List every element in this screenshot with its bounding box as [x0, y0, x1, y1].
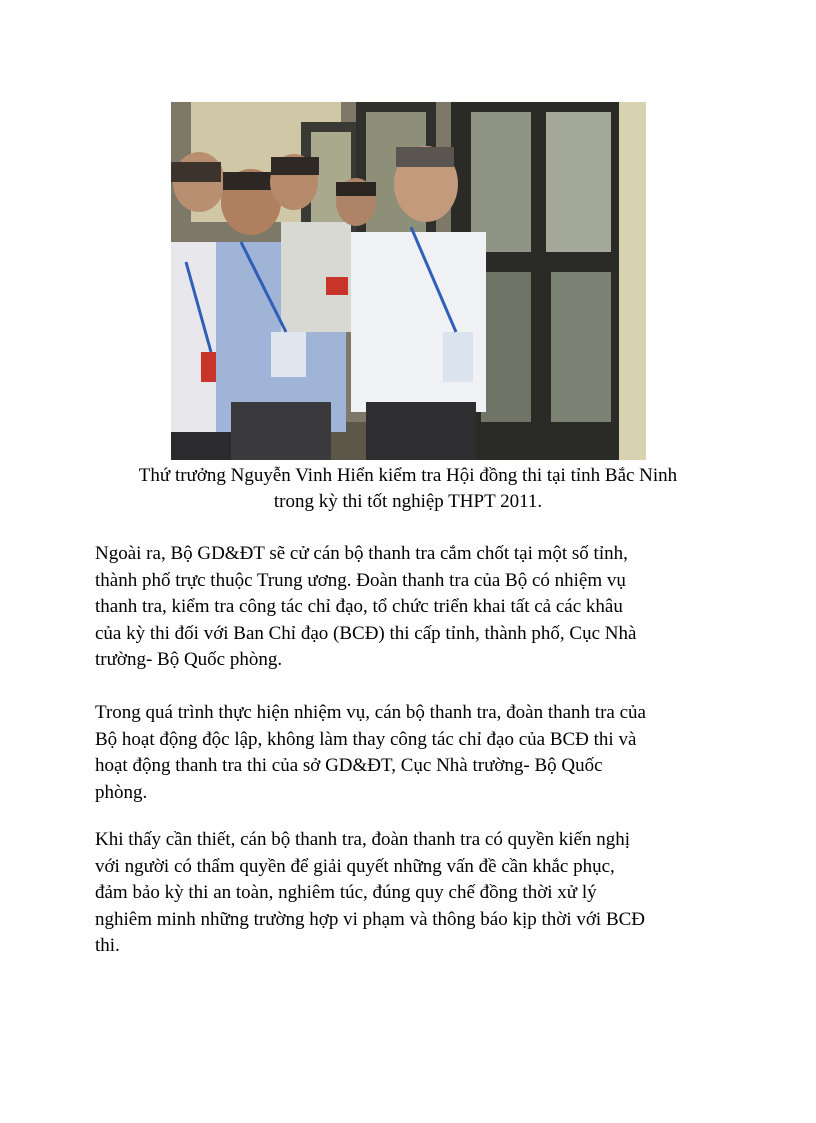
news-photo [171, 102, 646, 460]
paragraph-line: của kỳ thi đối với Ban Chỉ đạo (BCĐ) thi cấp tỉnh, thành phố, Cục Nhà [95, 622, 637, 644]
paragraph-line: Trong quá trình thực hiện nhiệm vụ, cán bộ thanh tra, đoàn thanh tra của [95, 702, 646, 723]
paragraph-line: Bộ hoạt động độc lập, không làm thay công tác chỉ đạo của BCĐ thi và [95, 728, 637, 750]
paragraph-1 [95, 541, 745, 674]
paragraph-line: trường- Bộ Quốc phòng. [95, 649, 283, 670]
paragraph-line: thành phố trực thuộc Trung ương. Đoàn thanh tra của Bộ có nhiệm vụ [95, 569, 626, 591]
caption-line: Thứ trưởng Nguyễn Vinh Hiển kiểm tra Hội đồng thi tại tỉnh Bắc Ninh [138, 465, 678, 486]
paragraph-line: với người có thẩm quyền để giải quyết những vấn đề cần khắc phục, [95, 855, 615, 877]
paragraph-line: nghiêm minh những trường hợp vi phạm và thông báo kịp thời với BCĐ [95, 908, 646, 930]
paragraph-line: phòng. [95, 781, 148, 803]
photo-caption [60, 463, 756, 515]
paragraph-line: hoạt động thanh tra thi của sở GD&ĐT, Cục Nhà trường- Bộ Quốc [95, 755, 603, 776]
paragraph-3 [95, 827, 745, 960]
paragraph-line: thanh tra, kiểm tra công tác chỉ đạo, tổ chức triển khai tất cả các khâu [95, 596, 623, 617]
paragraph-line: Khi thấy cần thiết, cán bộ thanh tra, đoàn thanh tra có quyền kiến nghị [95, 829, 631, 850]
paragraph-2 [95, 700, 745, 806]
paragraph-line: đảm bảo kỳ thi an toàn, nghiêm túc, đúng quy chế đồng thời xử lý [95, 882, 597, 903]
paragraph-line: thi. [95, 935, 120, 956]
caption-line: trong kỳ thi tốt nghiệp THPT 2011. [273, 491, 543, 512]
paragraph-line: Ngoài ra, Bộ GD&ĐT sẽ cử cán bộ thanh tra cắm chốt tại một số tỉnh, [95, 543, 628, 564]
